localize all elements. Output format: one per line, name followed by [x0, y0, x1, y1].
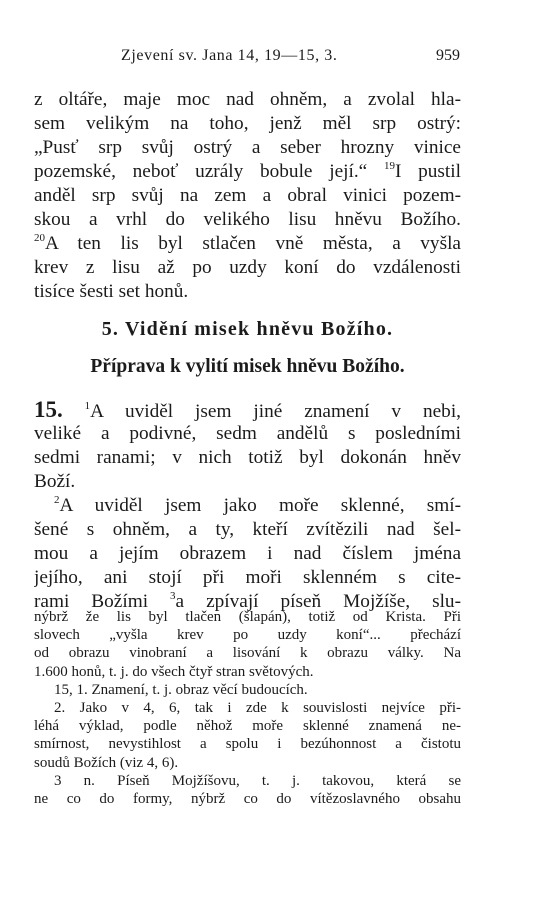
- note-line: od obrazu vinobraní a lisování k obrazu války. Na: [34, 645, 461, 662]
- chapter-15-text: [34, 398, 461, 614]
- line-text: rami Božími: [34, 591, 149, 612]
- verse-number: 19: [383, 160, 395, 172]
- note-line: léhá výklad, podle něhož moře sklenné znamená ne-: [34, 718, 461, 735]
- text-line: sem velikým na toho, jenž měl srp ostrý:: [34, 113, 461, 134]
- running-head: Zjevení sv. Jana 14, 19—15, 3.: [121, 47, 338, 64]
- page-number: 959: [436, 47, 460, 64]
- verse-number: 3: [170, 590, 176, 602]
- text-line: z oltáře, maje moc nad ohněm, a zvolal hla-: [34, 89, 461, 110]
- text-line: [34, 232, 461, 256]
- line-text: pozemské, neboť uzrály bobule její.“: [34, 161, 368, 182]
- footnotes: [34, 608, 461, 808]
- section-subtitle: Příprava k vylití misek hněvu Božího.: [90, 356, 405, 377]
- verse-number: 2: [54, 494, 60, 506]
- note-line: 2. Jako v 4, 6, tak i zde k souvislosti nejvíce při-: [54, 699, 461, 716]
- chapter-number: 15.: [34, 398, 63, 422]
- text-line: mou a jejím obrazem i nad číslem jména: [34, 543, 461, 564]
- text-line: krev z lisu až po uzdy koní do vzdálenosti: [34, 257, 461, 278]
- line-text: A uviděl jsem jiné znamení v nebi,: [90, 401, 461, 422]
- note-line: 15, 1. Znamení, t. j. obraz věcí budoucích.: [54, 681, 308, 698]
- line-text: A uviděl jsem jako moře sklenné, smí-: [59, 495, 461, 516]
- text-line: šené s ohněm, a ty, kteří zvítězili nad šel-: [34, 519, 461, 540]
- verse-number: 20: [34, 232, 45, 244]
- text-line: tisíce šesti set honů.: [34, 281, 189, 302]
- text-line: Boží.: [34, 471, 76, 492]
- text-line: „Pusť srp svůj ostrý a seber hrozny vinice: [34, 137, 461, 158]
- page-header: [34, 47, 460, 71]
- line-text: A ten lis byl stlačen vně města, a vyšla: [45, 233, 461, 254]
- note-line: nýbrž že lis byl tlačen (šlapán), totiž od Krista. Při: [34, 609, 461, 625]
- section-title: 5. Vidění misek hněvu Božího.: [101, 318, 394, 340]
- note-line: 3 n. Píseň Mojžíšovu, t. j. takovou, která se: [54, 772, 461, 789]
- note-line: soudů Božích (viz 4, 6).: [34, 754, 179, 771]
- text-line: skou a vrhl do velikého lisu hněvu Božího.: [34, 209, 461, 230]
- main-text: [34, 88, 461, 304]
- note-line: slovech „vyšla krev po uzdy koní“... přechází: [34, 627, 461, 644]
- text-line: [34, 398, 461, 422]
- text-line: [34, 494, 461, 518]
- text-line: [34, 160, 461, 184]
- text-line: veliké a podivné, sedm andělů s posledními: [34, 423, 461, 444]
- note-line: ne co do formy, nýbrž co do vítězoslavného obsahu: [34, 790, 461, 807]
- text-line: jejího, ani stojí při moři sklenném s cite-: [34, 567, 461, 588]
- note-line: 1.600 honů, t. j. do všech čtyř stran světových.: [34, 663, 314, 680]
- verse-text: I pustil: [394, 161, 461, 182]
- line-text: a zpívají píseň Mojžíše, slu-: [175, 591, 461, 612]
- note-line: smírnost, nevystihlost a spolu i bezúhonnost a čistotu: [34, 736, 461, 753]
- text-line: sedmi ranami; v nich totiž byl dokonán hněv: [34, 447, 461, 468]
- text-line: anděl srp svůj na zem a obral vinici pozem-: [34, 185, 461, 206]
- verse-number: 1: [84, 400, 91, 412]
